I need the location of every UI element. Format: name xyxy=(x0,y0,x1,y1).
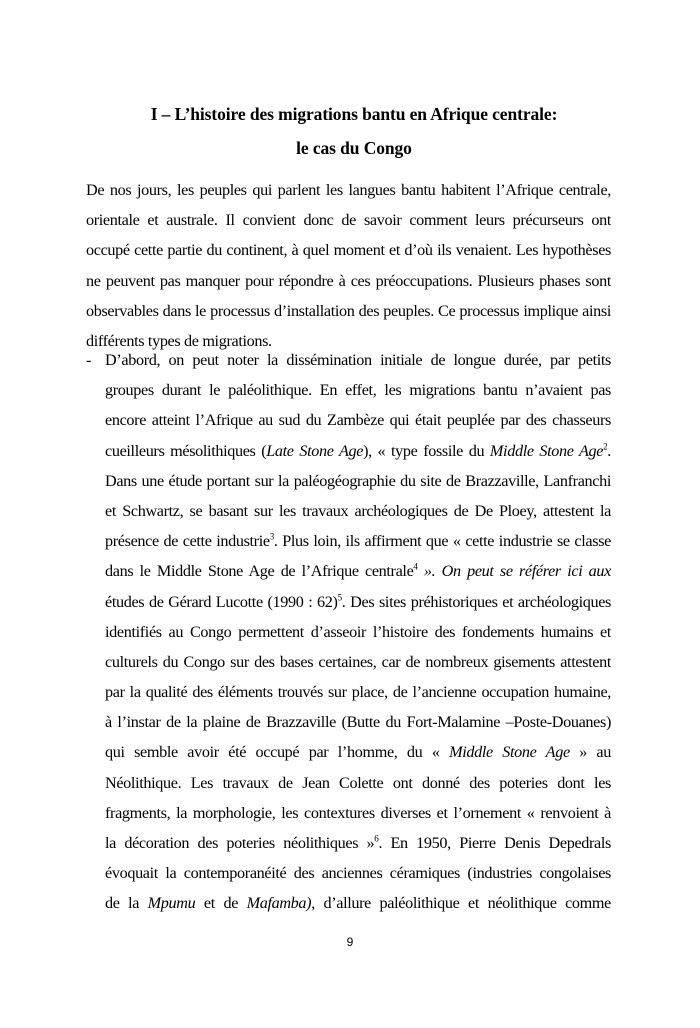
text-run: dans le Middle Stone Age de l’Afrique centrale xyxy=(105,562,414,581)
section-heading-line-1: I – L’histoire des migrations bantu en Afrique centrale: xyxy=(150,104,558,124)
footnote-ref: 3 xyxy=(269,531,274,542)
bullet-marker: - xyxy=(86,351,92,369)
paragraph-line xyxy=(105,436,611,466)
text-run: . Plus loin, ils affirment que « cette industrie se classe xyxy=(273,532,611,551)
text-run: ), « type fossile du xyxy=(363,441,490,460)
section-heading-line-2: le cas du Congo xyxy=(296,138,412,158)
paragraph-line: et Schwartz, se basant sur les travaux archéologiques de De Ploey, attestent la xyxy=(105,501,611,520)
footnote-ref: 5 xyxy=(337,592,342,603)
italic-term: Late Stone Age xyxy=(266,441,364,460)
paragraph-line: groupes durant le paléolithique. En effet, les migrations bantu n’avaient pas xyxy=(105,381,611,400)
italic-term: Mpumu xyxy=(147,894,196,913)
bullet-paragraph xyxy=(105,345,611,919)
text-run: présence de cette industrie xyxy=(105,532,270,551)
paragraph-line: ne peuvent pas manquer pour répondre à ces préoccupations. Plusieurs phases sont xyxy=(86,271,611,290)
text-run: , d’allure paléolithique et néolithique comme xyxy=(311,894,611,913)
paragraph-line xyxy=(105,888,611,918)
paragraph-line: identifiés au Congo permettent d’asseoir l’histoire des fondements humains et xyxy=(105,622,611,641)
footnote-ref: 2 xyxy=(603,441,608,452)
paragraph-line: culturels du Congo sur des bases certaines, car de nombreux gisements attestent xyxy=(105,652,611,671)
paragraph-line: encore atteint l’Afrique au sud du Zambèze qui était peuplée par des chasseurs xyxy=(105,411,611,430)
paragraph-line xyxy=(105,587,611,617)
paragraph-line: Néolithique. Les travaux de Jean Colette ont donné des poteries dont les xyxy=(105,773,611,792)
paragraph-line xyxy=(105,556,611,586)
text-run: ». On peut se référer ici aux xyxy=(417,562,611,581)
text-run: » au xyxy=(569,743,611,762)
text-run: études de Gérard Lucotte (1990 : 62) xyxy=(105,592,338,611)
paragraph-line: De nos jours, les peuples qui parlent les langues bantu habitent l’Afrique centrale, xyxy=(86,181,611,199)
text-run: . Des sites préhistoriques et archéologiques xyxy=(341,592,611,611)
intro-paragraph xyxy=(86,175,611,356)
paragraph-line: évoquait la contemporanéité des anciennes céramiques (industries congolaises xyxy=(105,864,611,883)
paragraph-line xyxy=(105,737,611,767)
paragraph-line xyxy=(105,828,611,858)
italic-term: Middle Stone Age xyxy=(449,743,570,762)
paragraph-line: fragments, la morphologie, les contextures diverses et l’ornement « renvoient à xyxy=(105,803,611,822)
text-run: . En 1950, Pierre Denis Depedrals xyxy=(378,834,611,852)
paragraph-line: occupé cette partie du continent, à quel moment et d’où ils venaient. Les hypothèses xyxy=(86,241,611,260)
paragraph-line: par la qualité des éléments trouvés sur place, de l’ancienne occupation humaine, xyxy=(105,683,611,702)
footnote-ref: 6 xyxy=(374,833,379,844)
paragraph-line: orientale et australe. Il convient donc de savoir comment leurs précurseurs ont xyxy=(86,211,611,230)
paragraph-line: différents types de migrations. xyxy=(86,331,272,350)
paragraph-line xyxy=(105,526,611,556)
text-run: de la xyxy=(105,894,148,913)
paragraph-line: D’abord, on peut noter la dissémination initiale de longue durée, par petits xyxy=(105,351,611,369)
page-number: 9 xyxy=(346,935,354,949)
footnote-ref: 4 xyxy=(413,561,418,572)
paragraph-line: observables dans le processus d’installation des peuples. Ce processus implique ainsi xyxy=(86,301,611,320)
paragraph-line: Dans une étude portant sur la paléogéographie du site de Brazzaville, Lanfranchi xyxy=(105,471,611,490)
text-run: et de xyxy=(195,894,247,913)
italic-term: Middle Stone Age xyxy=(489,441,604,460)
italic-term: Mafamba) xyxy=(246,894,312,913)
text-run: . xyxy=(607,441,611,460)
text-run: cueilleurs mésolithiques ( xyxy=(105,441,267,460)
paragraph-line: à l’instar de la plaine de Brazzaville (Butte du Fort-Malamine –Poste-Douanes) xyxy=(105,713,611,732)
text-run: qui semble avoir été occupé par l’homme, du « xyxy=(105,743,450,762)
text-run: la décoration des poteries néolithiques » xyxy=(105,834,375,852)
